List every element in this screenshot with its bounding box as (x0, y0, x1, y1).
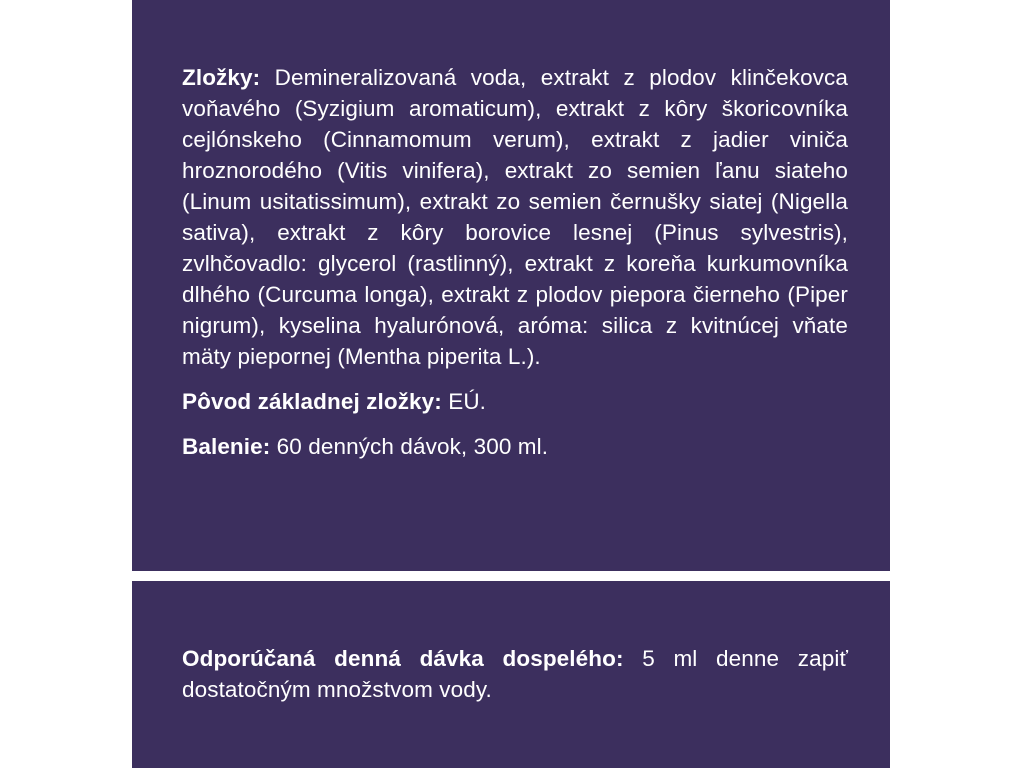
packaging-paragraph (182, 431, 848, 462)
origin-text: EÚ. (441, 389, 487, 414)
packaging-label: Balenie: (182, 434, 271, 459)
dosage-paragraph (182, 643, 848, 705)
origin-paragraph (182, 386, 848, 417)
composition-panel (132, 0, 890, 571)
dosage-text: 5 ml denne zapiť dostatočným množstvom vody. (182, 646, 848, 702)
origin-label: Pôvod základnej zložky: (182, 389, 442, 414)
ingredients-label: Zložky: (182, 65, 261, 90)
ingredients-paragraph (182, 62, 848, 372)
dosage-label: Odporúčaná denná dávka dospelého: (182, 646, 624, 671)
ingredients-text: Demineralizovaná voda, extrakt z plodov klinčekovca voňavého (Syzigium aromaticum), extrakt z kôry škoricovníka cejlónskeho (Cinnamomum verum), extrakt z jadier viniča hroznorodého (Vitis vinifera), extrakt zo semien ľanu siateho (Linum usitatissimum), extrakt zo semien černušky siatej (Nigella sativa), extrakt z kôry borovice lesnej (Pinus sylvestris), zvlhčovadlo: glycerol (rastlinný), extrakt z koreňa kurkumovníka dlhého (Curcuma longa), extrakt z plodov piepora čierneho (Piper nigrum), kyselina hyalurónová, aróma: silica z kvitnúcej vňate mäty piepornej (Mentha piperita L.). (182, 65, 848, 369)
packaging-text: 60 denných dávok, 300 ml. (270, 434, 549, 459)
dosage-panel (132, 581, 890, 768)
